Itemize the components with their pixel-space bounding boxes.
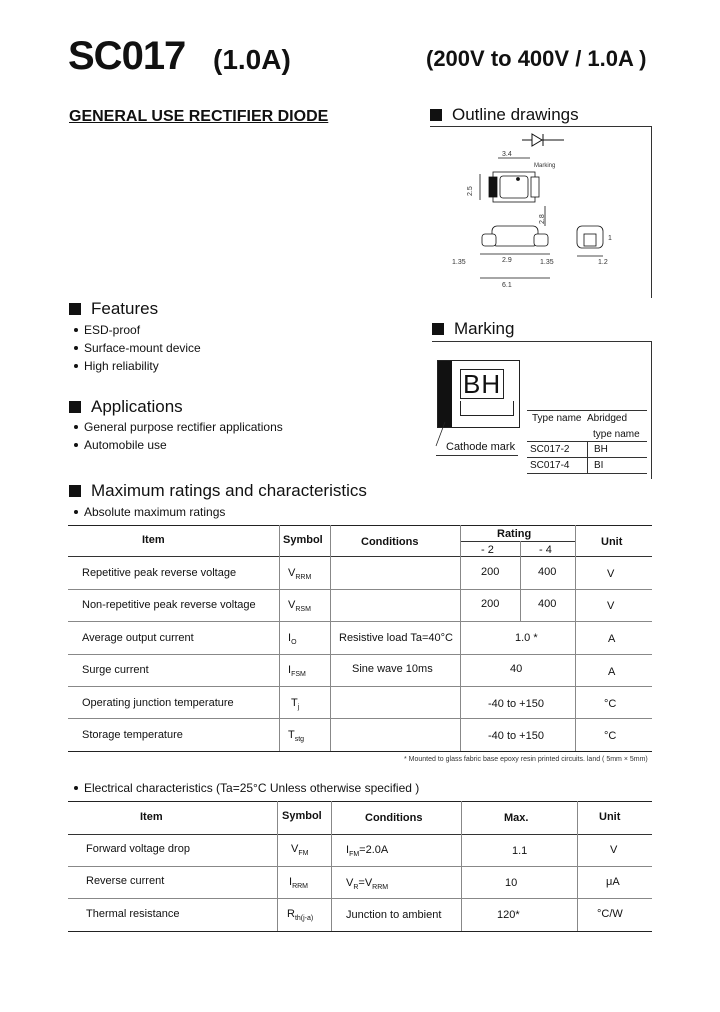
elec-item: Reverse current [86,875,165,887]
elec-col-item: Item [140,811,163,823]
elec-col-rule [331,801,332,931]
rating-symbol: $T_{stg}$ [288,729,305,744]
dim-lead-right-label: 1.35 [540,259,554,266]
features-heading-label: Features [91,299,159,318]
ratings-table-bottom [68,751,652,752]
rating-unit: A [608,666,616,678]
square-bullet-icon [69,303,81,315]
product-subtitle: GENERAL USE RECTIFIER DIODE [69,108,329,125]
dim-height-label: 2.5 [467,186,474,196]
ratings-col-item: Item [142,534,165,546]
elec-max: 1.1 [512,845,528,857]
ratings-table-top [68,525,652,526]
application-item: General purpose rectifier applications [74,420,283,434]
part-number: SC017 [68,34,186,78]
ratings-row-rule [68,718,652,719]
outline-heading-label: Outline drawings [452,105,579,124]
elec-item: Thermal resistance [86,908,180,920]
elec-unit: °C/W [597,908,623,920]
marking-type-2: SC017-4 [530,460,570,471]
rating-unit: °C [604,730,617,742]
elec-max: 120* [497,909,520,921]
square-bullet-icon [432,323,444,335]
elec-max: 10 [505,877,518,889]
side-view [480,226,550,278]
ratings-col-rule [520,541,521,621]
dim-total-label: 6.1 [502,282,512,289]
elec-col-max: Max. [504,812,529,824]
rating-condition: Resistive load Ta=40°C [339,632,453,644]
elec-col-symbol: Symbol [282,810,322,822]
dim-width-label: 3.4 [502,151,512,158]
elec-col-unit: Unit [599,811,621,823]
marking-table-bottom [527,473,647,474]
outline-drawing [440,130,650,295]
dim-side-label: 2.8 [539,214,546,224]
diode-symbol-icon [522,134,564,146]
marking-table-top [527,410,647,411]
elec-condition: $V_R=V_{RRM}$ [346,877,389,892]
outline-frame-right [651,126,652,298]
rating-item: Surge current [82,664,149,676]
marking-table-divider [587,441,588,473]
feature-item: High reliability [74,359,159,373]
rating-symbol: $T_j$ [291,697,300,712]
ratings-heading-label: Maximum ratings and characteristics [91,481,367,500]
marking-frame-right [651,341,652,479]
dim-lead-left-label: 1.35 [452,259,466,266]
rating-symbol: $I_O$ [288,632,297,647]
marking-code-2: BI [594,460,604,471]
ratings-row-rule [68,621,652,622]
applications-heading [69,397,183,417]
rating-value: 1.0 * [515,632,538,644]
marking-type-1: SC017-2 [530,444,570,455]
bullet-dot-icon [74,510,78,514]
cathode-rule [436,455,518,456]
ratings-row-rule [68,589,652,590]
marking-col-abridged-2: type name [593,429,640,440]
rating-symbol: $V_{RRM}$ [288,567,312,582]
rating-unit: V [607,568,615,580]
elec-table-top [68,801,652,802]
dim-end-label: 1.2 [598,259,608,266]
voltage-current-range: (200V to 400V / 1.0A ) [426,46,647,71]
rating-value: -40 to +150 [488,730,544,742]
ratings-col-unit: Unit [601,536,623,548]
rating-value-4: 400 [538,598,557,610]
marking-heading-rule [432,341,652,342]
rating-value: 40 [510,663,523,675]
rating-item: Repetitive peak reverse voltage [82,567,237,579]
rating-unit: A [608,633,616,645]
rating-symbol: $I_{FSM}$ [288,664,306,679]
marking-heading-label: Marking [454,319,515,338]
rating-value-2: 200 [481,598,500,610]
rating-item: Storage temperature [82,729,183,741]
ratings-heading [69,481,367,501]
elec-header-rule [68,834,652,835]
rating-condition: Sine wave 10ms [352,663,433,675]
elec-unit: V [610,844,618,856]
ratings-footnote: * Mounted to glass fabric base epoxy resin printed circuits. land ( 5mm × 5mm) [404,756,648,763]
ratings-col-rule [330,525,331,751]
ratings-col-conditions: Conditions [361,536,419,548]
rating-item: Operating junction temperature [82,697,234,709]
elec-condition: Junction to ambient [346,909,442,921]
elec-symbol: $I_{RRM}$ [289,876,309,891]
rating-value-2: 200 [481,566,500,578]
bullet-dot-icon [74,443,78,447]
rating-unit: °C [604,698,617,710]
rating-value: -40 to +150 [488,698,544,710]
rating-symbol: $V_{RSM}$ [288,599,311,614]
rating-unit: V [607,600,615,612]
elec-table-bottom [68,931,652,932]
elec-symbol: $R_{th(j-a)}$ [287,908,314,923]
marking-package [437,360,520,428]
square-bullet-icon [69,485,81,497]
elec-col-rule [577,801,578,931]
marking-lot-box [460,401,514,416]
square-bullet-icon [69,401,81,413]
applications-heading-label: Applications [91,397,183,416]
ratings-col-rating: Rating [497,528,532,540]
ratings-col-r4: - 4 [539,544,552,556]
marking-code-1: BH [594,444,608,455]
elec-row-rule [68,898,652,899]
rating-item: Non-repetitive peak reverse voltage [82,599,256,611]
elec-row-rule [68,866,652,867]
bullet-dot-icon [74,364,78,368]
application-item: Automobile use [74,438,167,452]
rating-value-4: 400 [538,566,557,578]
elec-item: Forward voltage drop [86,843,190,855]
elec-unit: μA [606,876,620,888]
ratings-header-rule [68,556,652,557]
elec-col-conditions: Conditions [365,812,423,824]
dim-thick-label: 1 [608,235,612,242]
ratings-col-r2: - 2 [481,544,494,556]
outline-heading-rule [430,126,652,127]
ratings-row-rule [68,654,652,655]
bullet-dot-icon [74,346,78,350]
elec-col-rule [277,801,278,931]
ratings-col-rule [575,525,576,751]
marking-col-abridged: Abridged [587,413,628,424]
marking-letters: BH [460,369,504,399]
elec-symbol: $V_{FM}$ [291,843,309,858]
electrical-subheading: Electrical characteristics (Ta=25°C Unless otherwise specified ) [74,781,419,795]
ratings-rating-sub-rule [460,541,575,542]
marking-col-type: Type name [532,413,582,424]
marking-heading [432,319,514,339]
feature-item: Surface-mount device [74,341,201,355]
ratings-col-rule [279,525,280,751]
dim-body-label: 2.9 [502,257,512,264]
cathode-band [438,361,452,427]
bullet-dot-icon [74,425,78,429]
ratings-col-symbol: Symbol [283,534,323,546]
elec-condition: $I_{FM}=2.0A$ [346,844,389,859]
ratings-col-rule [460,525,461,751]
marking-label: Marking [534,163,556,169]
elec-col-rule [461,801,462,931]
current-rating: (1.0A) [213,44,291,75]
square-bullet-icon [430,109,442,121]
feature-item: ESD-proof [74,323,140,337]
rating-item: Average output current [82,632,194,644]
features-heading [69,299,158,319]
bullet-dot-icon [74,328,78,332]
ratings-row-rule [68,686,652,687]
outline-heading [430,105,579,125]
marking-letters-area [452,361,519,427]
bullet-dot-icon [74,786,78,790]
end-view [577,226,603,256]
cathode-mark-label: Cathode mark [446,441,516,453]
abs-max-subheading: Absolute maximum ratings [74,505,225,519]
